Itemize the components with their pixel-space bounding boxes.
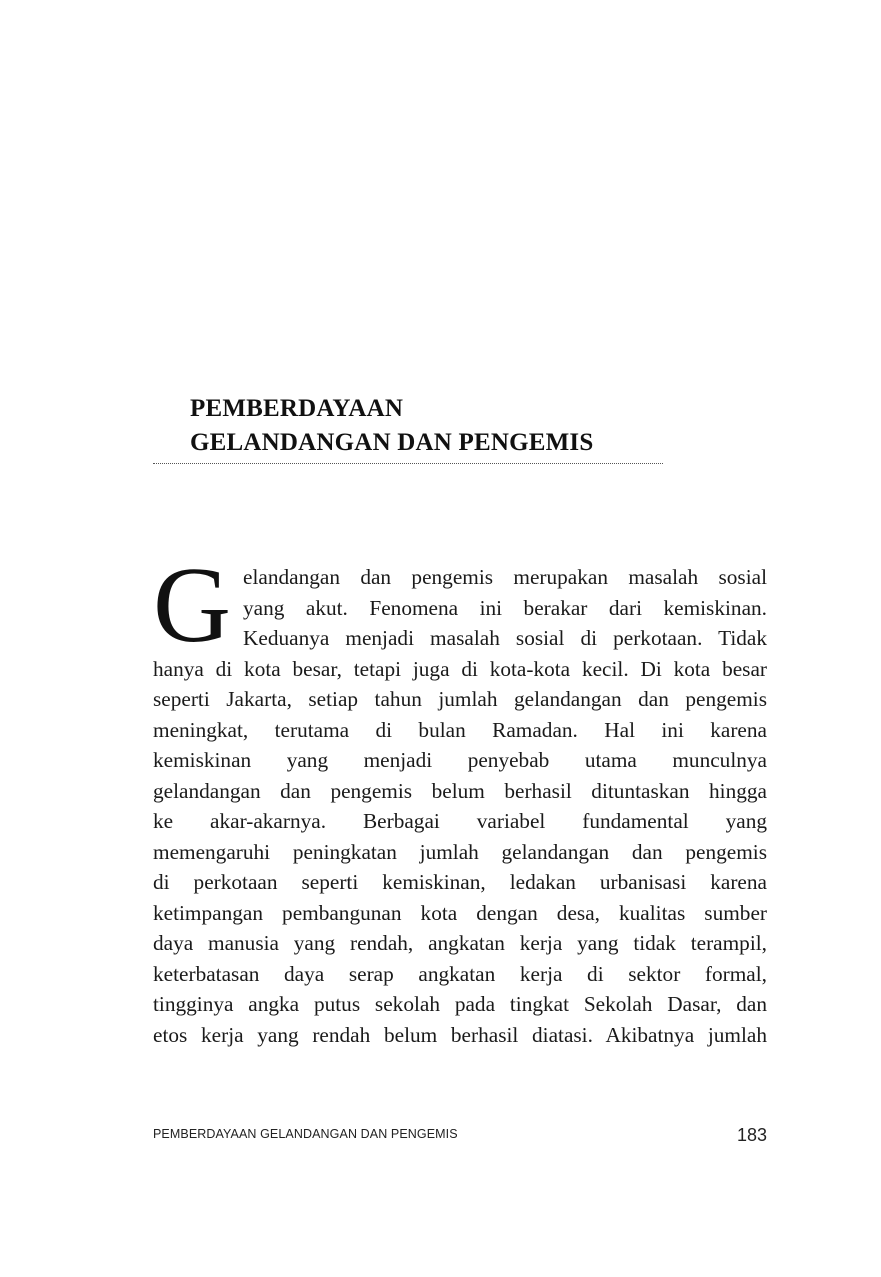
paragraph-line: di perkotaan seperti kemiskinan, ledakan urbanisasi karena — [153, 870, 767, 894]
paragraph-line: kemiskinan yang menjadi penyebab utama munculnya — [153, 748, 767, 772]
title-divider — [153, 463, 663, 464]
paragraph-line: keterbatasan daya serap angkatan kerja di sektor formal, — [153, 961, 767, 986]
paragraph-line: memengaruhi peningkatan jumlah gelandangan dan pengemis — [153, 839, 767, 864]
paragraph-line: etos kerja yang rendah belum berhasil diatasi. Akibatnya jumlah — [153, 1022, 767, 1047]
page-number: 183 — [736, 1125, 767, 1145]
paragraph-line: Keduanya menjadi masalah sosial di perkotaan. Tidak — [243, 626, 767, 650]
paragraph-line: yang akut. Fenomena ini berakar dari kemiskinan. — [243, 595, 767, 620]
paragraph-line: gelandangan dan pengemis belum berhasil dituntaskan hingga — [153, 778, 767, 803]
running-footer-title: PEMBERDAYAAN GELANDANGAN DAN PENGEMIS — [153, 1127, 458, 1141]
chapter-title — [190, 392, 710, 460]
paragraph-line: elandangan dan pengemis merupakan masalah sosial — [243, 565, 767, 589]
paragraph-line: tingginya angka putus sekolah pada tingkat Sekolah Dasar, dan — [153, 992, 767, 1016]
drop-cap: G — [153, 546, 231, 665]
paragraph-line: seperti Jakarta, setiap tahun jumlah gelandangan dan pengemis — [153, 687, 767, 711]
chapter-title-line-1: PEMBERDAYAAN — [190, 395, 404, 422]
chapter-title-line-2: GELANDANGAN DAN PENGEMIS — [190, 429, 594, 456]
paragraph-line: ke akar-akarnya. Berbagai variabel fundamental yang — [153, 809, 767, 833]
paragraph-line: ketimpangan pembangunan kota dengan desa, kualitas sumber — [153, 900, 767, 925]
paragraph-line: meningkat, terutama di bulan Ramadan. Hal ini karena — [153, 717, 767, 742]
paragraph-line: daya manusia yang rendah, angkatan kerja yang tidak terampil, — [153, 931, 767, 955]
body-paragraph — [153, 546, 767, 1050]
paragraph-line: hanya di kota besar, tetapi juga di kota-kota kecil. Di kota besar — [153, 656, 767, 681]
